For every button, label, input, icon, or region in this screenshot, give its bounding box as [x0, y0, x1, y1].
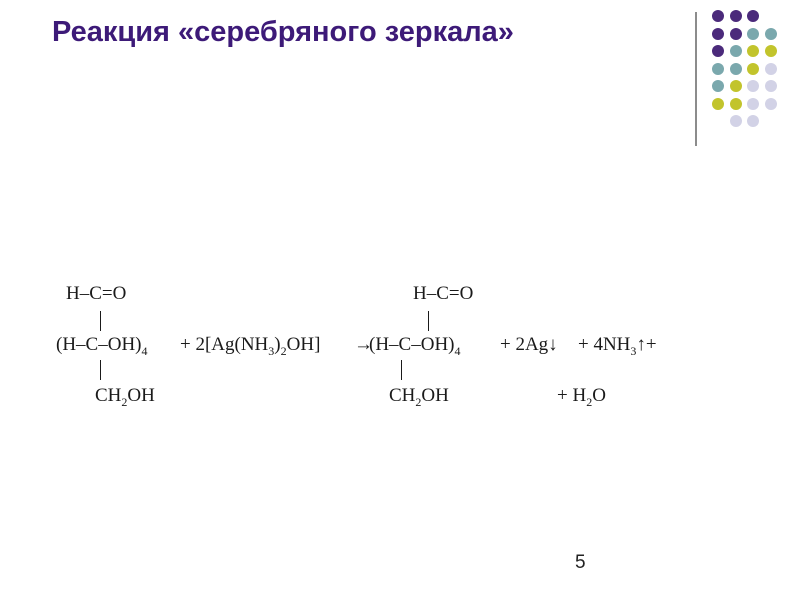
left-aldehyde-group: H–C=O: [66, 283, 127, 304]
water-pre: + H: [557, 385, 587, 406]
reagent-pre: + 2[Ag(NH: [180, 334, 269, 355]
right-ch: CH: [389, 385, 416, 406]
reagent-sub2: 2: [280, 343, 287, 358]
slide-title: Реакция «серебряного зеркала»: [52, 16, 514, 48]
left-chain: [56, 334, 148, 359]
right-aldehyde-group: H–C=O: [413, 283, 474, 304]
ammonia-product: [578, 334, 657, 359]
page-number: 5: [575, 552, 586, 573]
ammonia-sub: 3: [630, 343, 637, 358]
left-ch: CH: [95, 385, 122, 406]
ammonia-end: ↑+: [636, 334, 657, 355]
right-bottom-bond: [401, 360, 402, 380]
left-oh: OH: [127, 385, 155, 406]
right-top-bond: [428, 311, 429, 331]
right-chain: [369, 334, 461, 359]
reagent: [180, 334, 320, 359]
left-hydroxymethyl: [95, 385, 155, 410]
water-sub: 2: [586, 394, 593, 409]
left-chain-subscript: 4: [141, 343, 148, 358]
left-top-bond: [100, 311, 101, 331]
right-oh: OH: [421, 385, 449, 406]
water-end: O: [592, 385, 606, 406]
reagent-post: ): [274, 334, 281, 355]
reagent-end: OH]: [286, 334, 321, 355]
silver-product: + 2Ag↓: [500, 334, 558, 355]
left-chain-text: (H–C–OH): [56, 334, 142, 355]
left-bottom-bond: [100, 360, 101, 380]
ammonia-pre: + 4NH: [578, 334, 631, 355]
right-hydroxymethyl: [389, 385, 449, 410]
right-ch-sub: 2: [415, 394, 422, 409]
reagent-sub: 3: [268, 343, 275, 358]
right-chain-text: (H–C–OH): [369, 334, 455, 355]
water-product: [557, 385, 606, 410]
left-ch-sub: 2: [121, 394, 128, 409]
right-chain-subscript: 4: [454, 343, 461, 358]
reaction-arrow: →: [354, 334, 373, 355]
